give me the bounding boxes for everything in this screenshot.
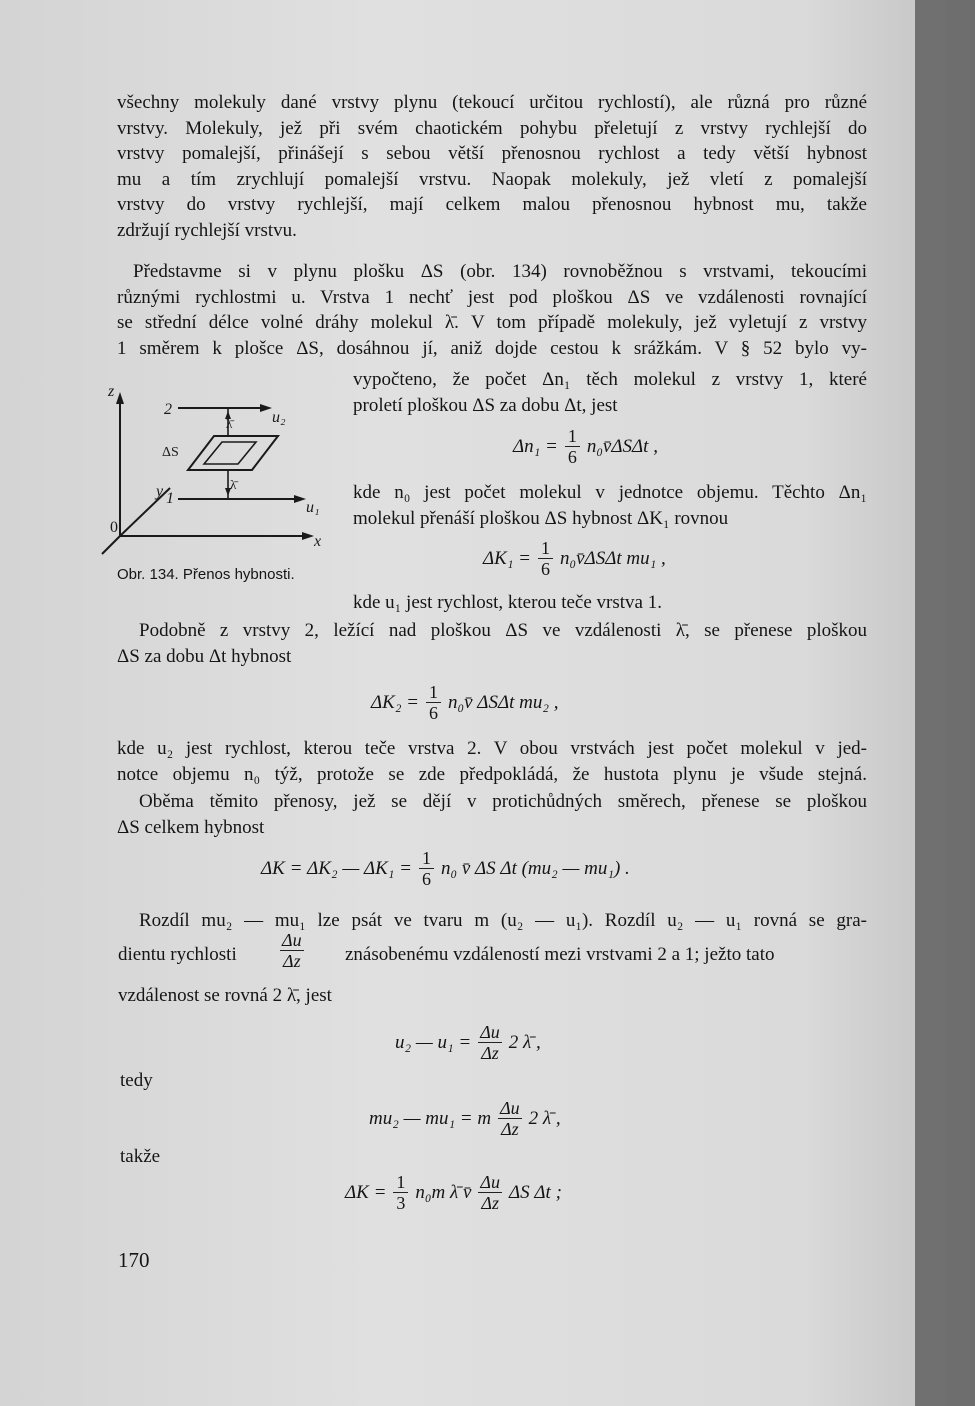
equation-lhs: ΔK₁ = [483, 547, 532, 569]
layer-2-label: 2 [164, 401, 172, 418]
equation-2 [480, 538, 669, 579]
fraction [478, 1022, 502, 1063]
page-number: 170 [118, 1248, 150, 1272]
paragraph-2 [117, 259, 867, 361]
fraction [538, 538, 553, 579]
equation-1 [510, 426, 661, 467]
text-line: proletí ploškou ΔS za dobu Δt, jest [353, 394, 618, 416]
text-line: notce objemu n₀ týž, protože se zde předpokládá, že hustota plynu je všude stejná. [117, 763, 867, 785]
text-line: zdržují rychlejší vrstvu. [117, 219, 297, 241]
text-line: Představme si v plynu plošku ΔS (obr. 134) rovnoběžnou s vrstvami, tekoucími [133, 261, 867, 282]
scan-edge-shadow [915, 0, 945, 1406]
figure-momentum-transfer [100, 378, 340, 563]
equation-rhs: n₀v̄ΔSΔt , [586, 435, 658, 457]
paragraph-8-line-3: vzdálenost se rovná 2 λ̄, jest [118, 985, 332, 1006]
surface-element-inner [204, 442, 256, 464]
equation-rhs: 2 λ̄ , [528, 1107, 561, 1129]
fraction [419, 848, 434, 889]
equation-5 [392, 1022, 544, 1063]
layer-1-arrow [294, 495, 306, 503]
equation-rhs: 2 λ̄ , [508, 1031, 541, 1053]
text-line: Rozdíl mu₂ — mu₁ lze psát ve tvaru m (u₂ — u₁). Rozdíl u₂ — u₁ rovná se gra- [139, 910, 867, 931]
equation-rhs: n₀v̄ΔSΔt mu₁ , [560, 547, 666, 569]
fraction-denominator: 6 [419, 868, 434, 889]
equation-lhs: Δn₁ = [513, 435, 558, 457]
fraction-numerator: Δu [480, 1022, 500, 1042]
u2-label: u₂ [272, 409, 286, 426]
text-line: mu a tím zrychlují pomalejší vrstvu. Naopak molekuly, jež vletí z pomalejší [117, 168, 867, 190]
z-axis-arrow [116, 392, 124, 404]
equation-lhs: ΔK = [345, 1181, 387, 1203]
paragraph-2-right-column [353, 367, 867, 418]
paragraph-8-line-2b: znásobenému vzdáleností mezi vrstvami 2 a 1; ježto tato [345, 944, 775, 965]
y-axis-label: y [156, 483, 164, 500]
text-line: vypočteno, že počet Δn₁ těch molekul z vrstvy 1, které [353, 369, 867, 390]
fraction [393, 1172, 408, 1213]
equation-3 [368, 682, 561, 723]
equation-lhs: mu₂ — mu₁ = m [369, 1107, 492, 1129]
fraction [426, 682, 441, 723]
gradient-fraction [276, 930, 308, 971]
equation-6 [366, 1098, 564, 1139]
text-line: vrstvy pomalejší, přinášejí s sebou větší přenosnou rychlost a tedy větší hybnost [117, 143, 867, 165]
fraction-denominator: Δz [478, 1192, 502, 1213]
fraction-numerator: Δu [480, 1172, 500, 1192]
z-axis-label: z [108, 383, 115, 400]
equation-middle: n₀m λ̄ v̄ [415, 1181, 472, 1203]
text-line: kde u₂ jest rychlost, kterou teče vrstva 2. V obou vrstvách jest počet molekul v jed- [117, 738, 867, 759]
equation-rhs: n₀ v̄ ΔS Δt (mu₂ — mu₁) . [440, 857, 630, 879]
fraction-denominator: Δz [280, 950, 304, 971]
surface-element-outer [188, 436, 278, 470]
equation-lhs: ΔK = ΔK₂ — ΔK₁ = [261, 857, 412, 879]
fraction [565, 426, 580, 467]
paragraph-5 [117, 618, 867, 669]
fraction-denominator: 6 [565, 446, 580, 467]
paragraph-3-right-column [353, 480, 867, 531]
lambda-lower-label: λ̄ [230, 477, 237, 492]
text-line: ΔS za dobu Δt hybnost [117, 645, 292, 667]
text-line: 1 směrem k plošce ΔS, dosáhnou jí, aniž dojde cestou k srážkám. V § 52 bylo vy- [117, 337, 867, 359]
text-line: Oběma těmito přenosy, jež se dějí v protichůdných směrech, přenese se ploškou [139, 791, 867, 812]
equation-lhs: u₂ — u₁ = [395, 1031, 472, 1053]
u1-label: u₁ [306, 499, 320, 516]
fraction-numerator: Δu [500, 1098, 520, 1118]
origin-label: 0 [110, 519, 118, 536]
text-line: molekul přenáší ploškou ΔS hybnost ΔK₁ rovnou [353, 507, 729, 529]
text-line: ΔS celkem hybnost [117, 816, 265, 838]
equation-rhs: ΔS Δt ; [508, 1181, 562, 1203]
lambda-upper-label: λ̄ [226, 416, 233, 431]
fraction-numerator: 1 [396, 1172, 406, 1192]
fraction-numerator: 1 [421, 848, 431, 868]
x-axis-label: x [314, 533, 322, 550]
layer-1-label: 1 [166, 490, 174, 507]
fraction-denominator: 3 [393, 1192, 408, 1213]
text-line: vrstvy. Molekuly, jež při svém chaotickém pohybu přeletují z vrstvy rychlejší do [117, 117, 867, 139]
word-tedy: tedy [120, 1070, 153, 1091]
text-line: kde n₀ jest počet molekul v jednotce objemu. Těchto Δn₁ [353, 482, 867, 503]
fraction-denominator: Δz [498, 1118, 522, 1139]
fraction-denominator: 6 [538, 558, 553, 579]
equation-rhs: n₀v̄ ΔSΔt mu₂ , [448, 691, 559, 713]
x-axis-arrow [302, 532, 314, 540]
text-line: vrstvy do vrstvy rychlejší, mají celkem malou přenosnou hybnost mu, takže [117, 194, 867, 216]
equation-lhs: ΔK₂ = [371, 691, 420, 713]
dS-label: ΔS [162, 445, 179, 460]
fraction [478, 1172, 502, 1213]
fraction-numerator: 1 [541, 538, 551, 558]
fraction-numerator: Δu [282, 930, 302, 950]
layer-2-arrow [260, 404, 272, 412]
text-line: Podobně z vrstvy 2, ležící nad ploškou ΔS ve vzdálenosti λ̄, se přenese ploškou [139, 620, 867, 641]
fraction [498, 1098, 522, 1139]
fraction [280, 930, 304, 971]
paragraph-8-line-1 [117, 908, 867, 934]
fraction-numerator: 1 [567, 426, 577, 446]
text-line: všechny molekuly dané vrstvy plynu (tekoucí určitou rychlostí), ale různá pro různé [117, 92, 867, 113]
fraction-denominator: 6 [426, 702, 441, 723]
paragraph-4: kde u₁ jest rychlost, kterou teče vrstva 1. [353, 592, 662, 613]
y-axis-back [102, 536, 120, 554]
figure-caption: Obr. 134. Přenos hybnosti. [117, 566, 295, 583]
text-line: se střední délce volné dráhy molekul λ̄. V tom případě molekuly, jež vyletují z vrstvy [117, 312, 867, 334]
text-line: různými rychlostmi u. Vrstva 1 nechť jest pod ploškou ΔS ve vzdálenosti rovnající [117, 286, 867, 308]
paragraph-8-line-2a: dientu rychlosti [118, 944, 237, 965]
paragraph-1 [117, 90, 867, 244]
word-takze: takže [120, 1146, 161, 1167]
paragraph-7 [117, 789, 867, 840]
paragraph-6 [117, 736, 867, 787]
equation-7 [342, 1172, 565, 1213]
equation-4 [258, 848, 633, 889]
fraction-numerator: 1 [429, 682, 439, 702]
fraction-denominator: Δz [478, 1042, 502, 1063]
